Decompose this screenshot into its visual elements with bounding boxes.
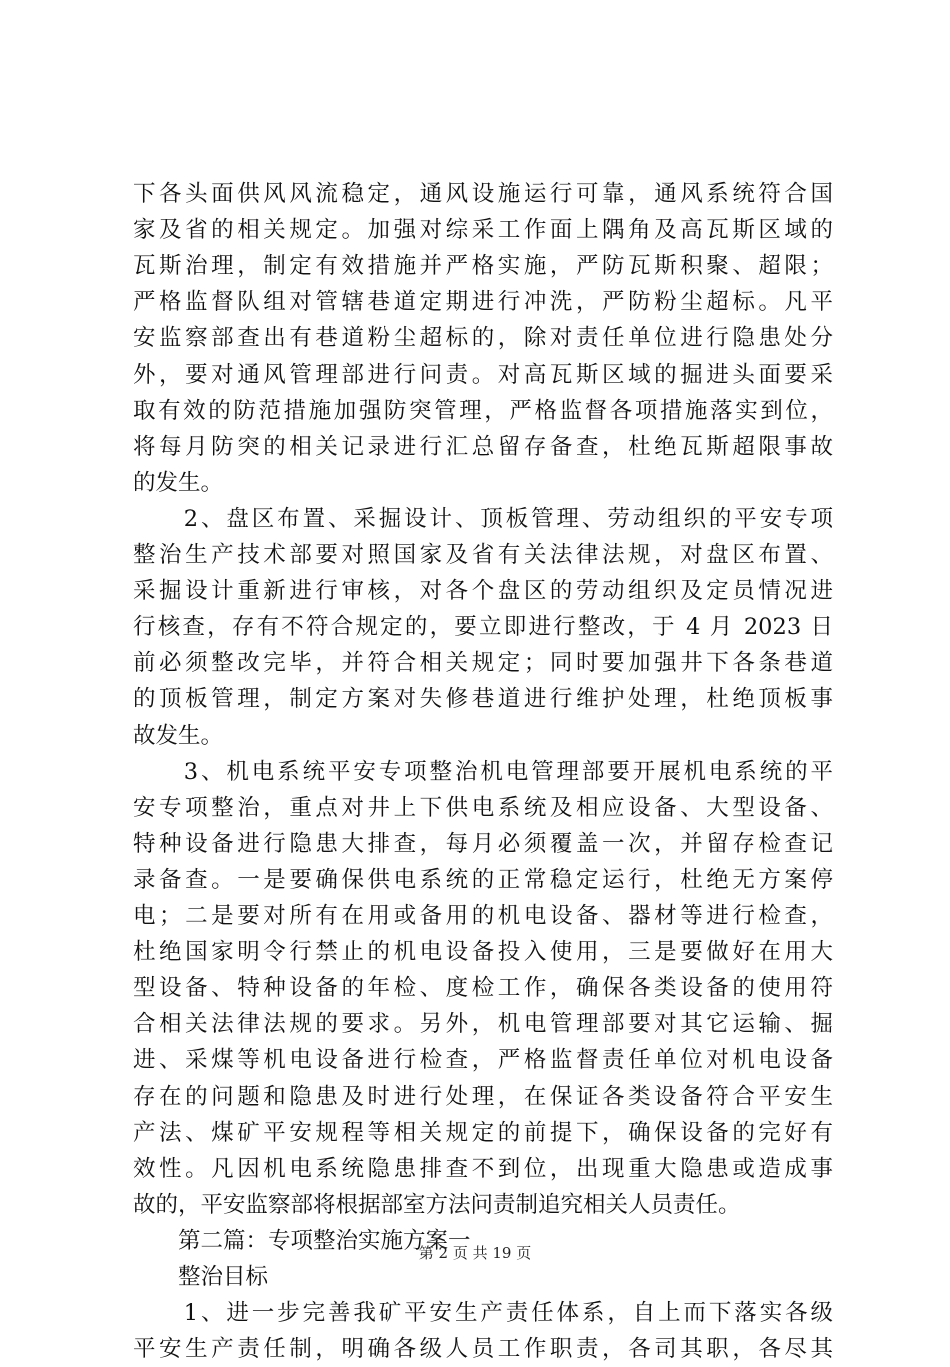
text-line: 2、盘区布置、采掘设计、顶板管理、劳动组织的平安专项 [133, 505, 833, 532]
text-line: 行核查，存有不符合规定的，要立即进行整改，于 4 月 2023 日 [133, 614, 833, 641]
text-line: 安监察部查出有巷道粉尘超标的，除对责任单位进行隐患处分 [133, 325, 833, 352]
text-line: 产法、煤矿平安规程等相关规定的前提下，确保设备的完好有 [133, 1119, 833, 1146]
text-line: 采掘设计重新进行审核，对各个盘区的劳动组织及定员情况进 [133, 578, 833, 605]
text-line: 瓦斯治理，制定有效措施并严格实施，严防瓦斯积聚、超限； [133, 253, 833, 280]
text-line: 故发生。 [133, 722, 224, 749]
text-line: 1、进一步完善我矿平安生产责任体系，自上而下落实各级 [133, 1300, 833, 1327]
text-line: 整治生产技术部要对照国家及省有关法律法规，对盘区布置、 [133, 542, 833, 568]
text-line: 存在的问题和隐患及时进行处理，在保证各类设备符合平安生 [133, 1083, 833, 1110]
text-line: 进、采煤等机电设备进行检查，严格监督责任单位对机电设备 [133, 1047, 833, 1074]
text-line: 型设备、特种设备的年检、度检工作，确保各类设备的使用符 [133, 975, 833, 1002]
text-line: 第二篇：专项整治实施方案一 [133, 1227, 471, 1254]
text-line: 整治目标 [133, 1264, 269, 1290]
text-line: 前必须整改完毕，并符合相关规定；同时要加强井下各条巷道 [133, 650, 833, 677]
text-line: 电；二是要对所有在用或备用的机电设备、器材等进行检查， [133, 903, 833, 929]
text-line: 安专项整治，重点对井上下供电系统及相应设备、大型设备、 [133, 794, 833, 821]
text-line: 特种设备进行隐患大排查，每月必须覆盖一次，并留存检查记 [133, 830, 833, 857]
text-line: 家及省的相关规定。加强对综采工作面上隅角及高瓦斯区域的 [133, 217, 833, 244]
text-line: 将每月防突的相关记录进行汇总留存备查，杜绝瓦斯超限事故 [133, 433, 833, 460]
text-line: 效性。凡因机电系统隐患排查不到位，出现重大隐患或造成事 [133, 1155, 833, 1182]
text-line: 的发生。 [133, 469, 224, 496]
text-line: 严格监督队组对管辖巷道定期进行冲洗，严防粉尘超标。凡平 [133, 289, 833, 316]
text-line: 外，要对通风管理部进行问责。对高瓦斯区域的掘进头面要采 [133, 361, 833, 388]
text-line: 合相关法律法规的要求。另外，机电管理部要对其它运输、掘 [133, 1011, 833, 1038]
text-line: 故的，平安监察部将根据部室方法问责制追究相关人员责任。 [133, 1191, 741, 1218]
text-line: 3、机电系统平安专项整治机电管理部要开展机电系统的平 [133, 758, 833, 785]
page-footer: 第 2 页 共 19 页 [418, 1244, 532, 1262]
text-line: 取有效的防范措施加强防突管理，严格监督各项措施落实到位， [133, 397, 833, 424]
text-line: 杜绝国家明令行禁止的机电设备投入使用，三是要做好在用大 [133, 939, 833, 966]
text-line: 平安生产责任制，明确各级人员工作职责，各司其职，各尽其 [133, 1336, 833, 1363]
text-line: 下各头面供风风流稳定，通风设施运行可靠，通风系统符合国 [133, 181, 833, 207]
text-line: 的顶板管理，制定方案对失修巷道进行维护处理，杜绝顶板事 [133, 686, 833, 713]
text-line: 录备查。一是要确保供电系统的正常稳定运行，杜绝无方案停 [133, 866, 833, 893]
